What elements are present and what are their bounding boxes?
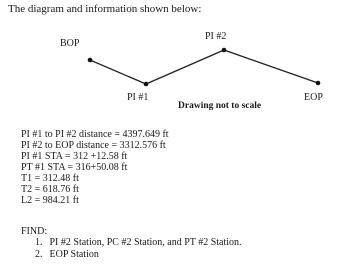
data-line: T1 = 312.48 ft (21, 173, 79, 184)
data-line: T2 = 618.76 ft (21, 184, 79, 195)
eop-label: EOP (304, 92, 323, 103)
find-list (35, 237, 242, 261)
scale-note: Drawing not to scale (178, 101, 262, 111)
pi2-label: PI #2 (205, 31, 227, 42)
find-heading: FIND: (21, 226, 48, 237)
item-number: 2. (35, 249, 43, 260)
bop-point (88, 58, 93, 63)
list-item (35, 249, 242, 261)
pi2-point (222, 48, 227, 53)
list-item (35, 237, 242, 249)
intro-text: The diagram and information shown below: (8, 3, 202, 15)
data-line: L2 = 984.21 ft (21, 195, 79, 206)
data-line: PI #1 to PI #2 distance = 4397.649 ft (21, 129, 169, 140)
data-line: PI #2 to EOP distance = 3312.576 ft (21, 140, 166, 151)
eop-point (316, 81, 321, 86)
alignment-diagram (0, 0, 350, 130)
alignment-line (90, 50, 318, 84)
item-number: 1. (35, 237, 43, 248)
pi1-point (144, 82, 149, 87)
data-line: PI #1 STA = 312 +12.58 ft (21, 151, 128, 162)
item-text: PI #2 Station, PC #2 Station, and PT #2 Station. (49, 237, 242, 248)
bop-label: BOP (60, 38, 80, 49)
pi1-label: PI #1 (127, 92, 149, 103)
item-text: EOP Station (49, 249, 99, 260)
data-line: PT #1 STA = 316+50.08 ft (21, 162, 128, 173)
